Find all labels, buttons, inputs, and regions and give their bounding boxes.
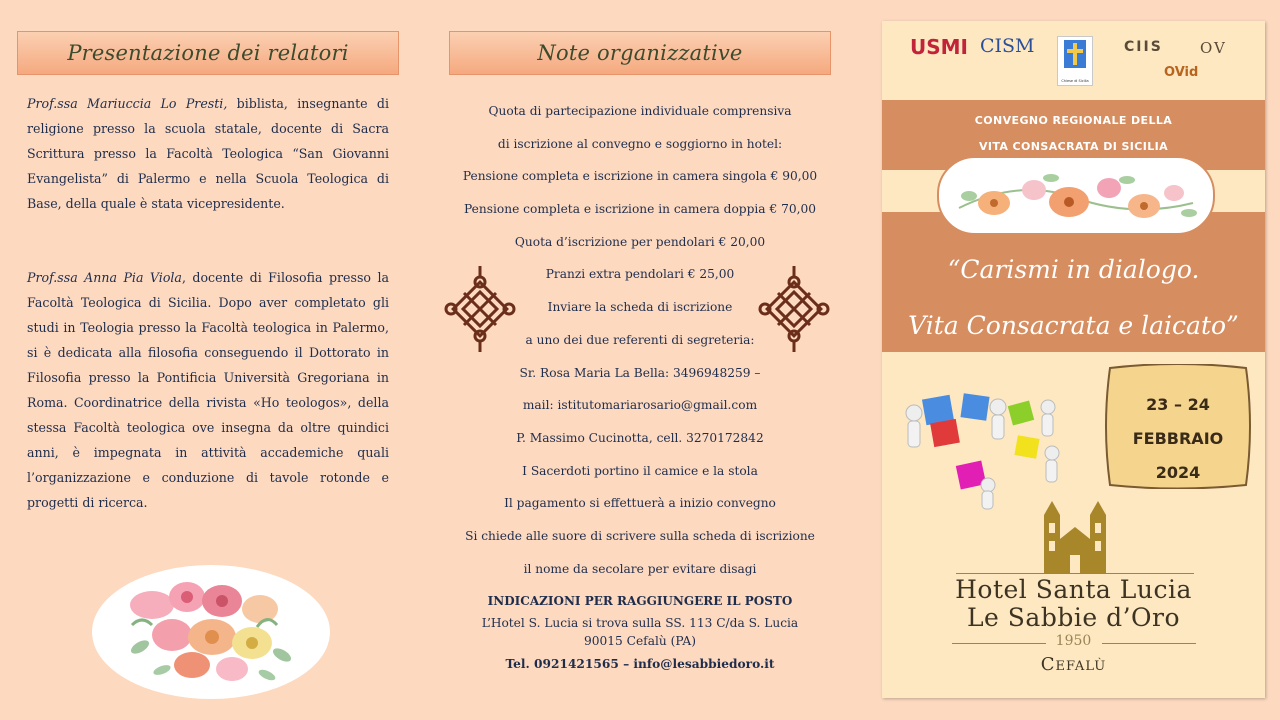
- knot-ornament-left-icon: [444, 264, 516, 354]
- event-days: 23 – 24: [1146, 395, 1210, 414]
- flower-banner: [937, 156, 1215, 235]
- speaker-name-1: Prof.ssa Mariuccia Lo Presti,: [27, 96, 228, 111]
- speakers-header-label: Presentazione dei relatori: [67, 41, 349, 65]
- event-flyer: [882, 21, 1265, 698]
- directions-contact: Tel. 0921421565 – info@lesabbiedoro.it: [505, 657, 775, 671]
- hotel-year-rule-left: [952, 643, 1046, 644]
- speaker-bio-2: [27, 265, 389, 515]
- ov-logo: OV: [1200, 39, 1227, 57]
- note-line: Pranzi extra pendolari € 25,00: [545, 267, 735, 282]
- directions-address: L’Hotel S. Lucia si trova sulla SS. 113 C/da S. Lucia: [481, 616, 799, 630]
- note-line: di iscrizione al convegno e soggiorno in hotel:: [497, 136, 783, 151]
- event-month: FEBBRAIO: [1132, 429, 1224, 448]
- ovid-logo: OVid: [1164, 65, 1199, 80]
- speaker-bio-1: [27, 91, 389, 216]
- note-line: Quota di partecipazione individuale comprensiva: [488, 104, 792, 118]
- hotel-city: Cefalù: [1040, 654, 1107, 675]
- event-title-line-2: Vita Consacrata e laicato”: [908, 311, 1239, 340]
- event-year: 2024: [1155, 463, 1201, 482]
- flower-garland-icon: [939, 158, 1213, 233]
- directions: [430, 614, 850, 673]
- hotel-year: 1950: [1055, 633, 1092, 649]
- hotel-name: Hotel Santa Lucia: [955, 575, 1192, 604]
- organization-notes-header-label: Note organizzative: [537, 41, 743, 65]
- conference-line-2: VITA CONSACRATA DI SICILIA: [978, 140, 1169, 153]
- note-line: Quota d’iscrizione per pendolari € 20,00: [514, 234, 766, 249]
- note-line: Si chiede alle suore di scrivere sulla scheda di iscrizione: [465, 528, 815, 543]
- puzzle-people-illustration: [892, 361, 1092, 511]
- speaker-text-2: , docente di Filosofia presso la Facoltà Teologica di Sicilia. Dopo aver completato gli studi in Teologia presso la Facoltà teologica in Palermo, si è dedicata alla filosofia conseguendo il Dottorato in Filosofia presso la Pontificia Università Gregoriana in Roma. Coordinatrice della rivista «Ho teologos», della stessa Facoltà teologica ove insegna da oltre quindici anni, è impegnata in attività accademiche quali l’organizzazione e conduzione di tavole rotonde e progetti di ricerca.: [27, 270, 390, 510]
- event-date: [1104, 364, 1252, 489]
- ciis-logo: CIIS: [1124, 39, 1163, 55]
- directions-heading: INDICAZIONI PER RAGGIUNGERE IL POSTO: [487, 594, 793, 609]
- cathedral-icon: [1040, 499, 1110, 575]
- note-line: Sr. Rosa Maria La Bella: 3496948259 –: [519, 365, 761, 380]
- note-line: Pensione completa e iscrizione in camera doppia € 70,00: [464, 202, 816, 217]
- chiese-di-sicilia-logo: Chiese di Sicilia: [1057, 36, 1093, 86]
- note-line: mail: istitutomariarosario@gmail.com: [522, 398, 758, 413]
- note-line: Inviare la scheda di iscrizione: [547, 300, 733, 315]
- note-line: Pensione completa e iscrizione in camera singola € 90,00: [462, 169, 818, 184]
- hotel-year-rule-right: [1102, 643, 1196, 644]
- usmi-logo: USMI: [910, 35, 968, 59]
- note-line: il nome da secolare per evitare disagi: [523, 561, 757, 576]
- cism-logo: CISM: [980, 35, 1035, 57]
- conference-line-1: CONVEGNO REGIONALE DELLA: [974, 114, 1173, 127]
- event-title-line-1: “Carismi in dialogo.: [947, 255, 1200, 284]
- flower-bouquet-icon: [92, 565, 330, 699]
- note-line: Il pagamento si effettuerà a inizio convegno: [504, 496, 776, 511]
- speaker-text-1: biblista, insegnante di religione presso la scuola statale, docente di Sacra Scrittura presso la Facoltà Teologica “San Giovanni Evangelista” di Palermo e nella Scuola Teologica di Base, della quale è stata vicepresidente.: [27, 96, 389, 211]
- organization-notes: [430, 95, 850, 618]
- note-line: I Sacerdoti portino il camice e la stola: [522, 463, 758, 478]
- hotel-top-rule: [956, 573, 1194, 574]
- organization-notes-header: [449, 31, 831, 75]
- speakers-header: [17, 31, 399, 75]
- flower-oval-image: [92, 565, 330, 699]
- note-line: a uno dei due referenti di segreteria:: [525, 332, 755, 347]
- hotel-subtitle: Le Sabbie d’Oro: [966, 603, 1181, 632]
- speaker-name-2: Prof.ssa Anna Pia Viola: [27, 270, 182, 285]
- knot-ornament-right-icon: [758, 264, 830, 354]
- cross-icon: [1058, 37, 1092, 75]
- note-line: P. Massimo Cucinotta, cell. 3270172842: [516, 430, 764, 445]
- directions-city: 90015 Cefalù (PA): [584, 634, 696, 648]
